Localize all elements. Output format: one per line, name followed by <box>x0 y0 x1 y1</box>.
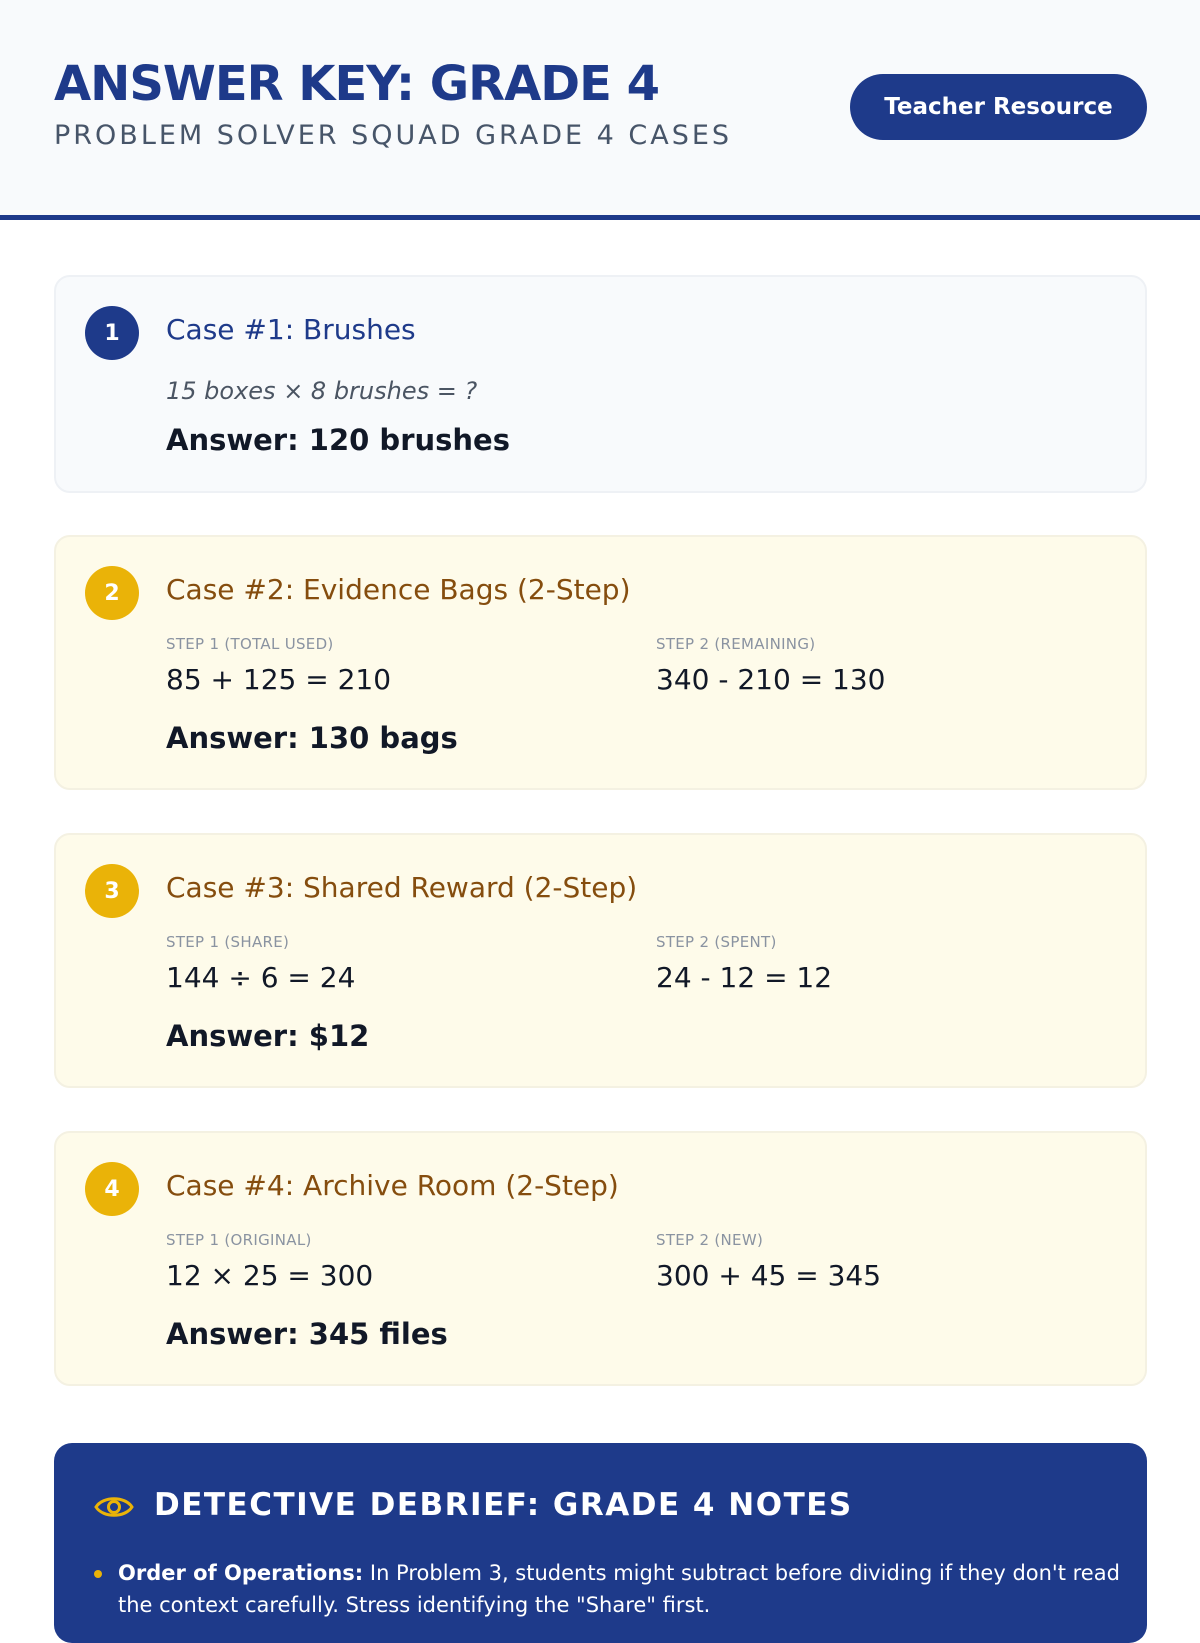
case-number-badge: 1 <box>85 306 139 360</box>
page-header <box>0 0 1200 220</box>
case-number-badge: 2 <box>85 566 139 620</box>
step-2-equation: 340 - 210 = 130 <box>656 663 886 696</box>
eye-icon <box>94 1493 134 1521</box>
case-card-1 <box>54 275 1147 493</box>
detective-debrief-panel <box>54 1443 1147 1643</box>
case-card-4 <box>54 1131 1147 1386</box>
step-1-equation: 12 × 25 = 300 <box>166 1259 374 1292</box>
case-number-badge: 3 <box>85 864 139 918</box>
case-title: Case #2: Evidence Bags (2-Step) <box>166 573 631 606</box>
note-text: In Problem 3, students might subtract before dividing if they don't read the context carefully. Stress identifying the "Share" first. <box>118 1561 1120 1617</box>
step-1-equation: 85 + 125 = 210 <box>166 663 392 696</box>
case-answer: Answer: 130 bags <box>166 721 458 755</box>
step-1-label: STEP 1 (SHARE) <box>166 933 290 951</box>
step-2-equation: 300 + 45 = 345 <box>656 1259 882 1292</box>
case-answer: Answer: 345 files <box>166 1317 448 1351</box>
teacher-resource-button[interactable]: Teacher Resource <box>850 74 1147 140</box>
case-title: Case #3: Shared Reward (2-Step) <box>166 871 638 904</box>
step-1-equation: 144 ÷ 6 = 24 <box>166 961 356 994</box>
bullet-icon <box>94 1570 102 1578</box>
step-1-label: STEP 1 (ORIGINAL) <box>166 1231 312 1249</box>
case-title: Case #1: Brushes <box>166 313 416 346</box>
step-2-label: STEP 2 (REMAINING) <box>656 635 816 653</box>
debrief-title: DETECTIVE DEBRIEF: GRADE 4 NOTES <box>154 1487 853 1523</box>
step-2-equation: 24 - 12 = 12 <box>656 961 833 994</box>
case-card-2 <box>54 535 1147 790</box>
case-answer: Answer: $12 <box>166 1019 370 1053</box>
step-1-label: STEP 1 (TOTAL USED) <box>166 635 334 653</box>
note-label: Order of Operations: <box>118 1561 364 1585</box>
page-subtitle: PROBLEM SOLVER SQUAD GRADE 4 CASES <box>54 120 733 151</box>
step-2-label: STEP 2 (SPENT) <box>656 933 777 951</box>
page-title: ANSWER KEY: GRADE 4 <box>54 56 660 112</box>
debrief-note <box>118 1557 1128 1621</box>
case-title: Case #4: Archive Room (2-Step) <box>166 1169 619 1202</box>
case-answer: Answer: 120 brushes <box>166 423 510 457</box>
case-number-badge: 4 <box>85 1162 139 1216</box>
step-2-label: STEP 2 (NEW) <box>656 1231 764 1249</box>
case-equation: 15 boxes × 8 brushes = ? <box>166 377 478 405</box>
case-card-3 <box>54 833 1147 1088</box>
